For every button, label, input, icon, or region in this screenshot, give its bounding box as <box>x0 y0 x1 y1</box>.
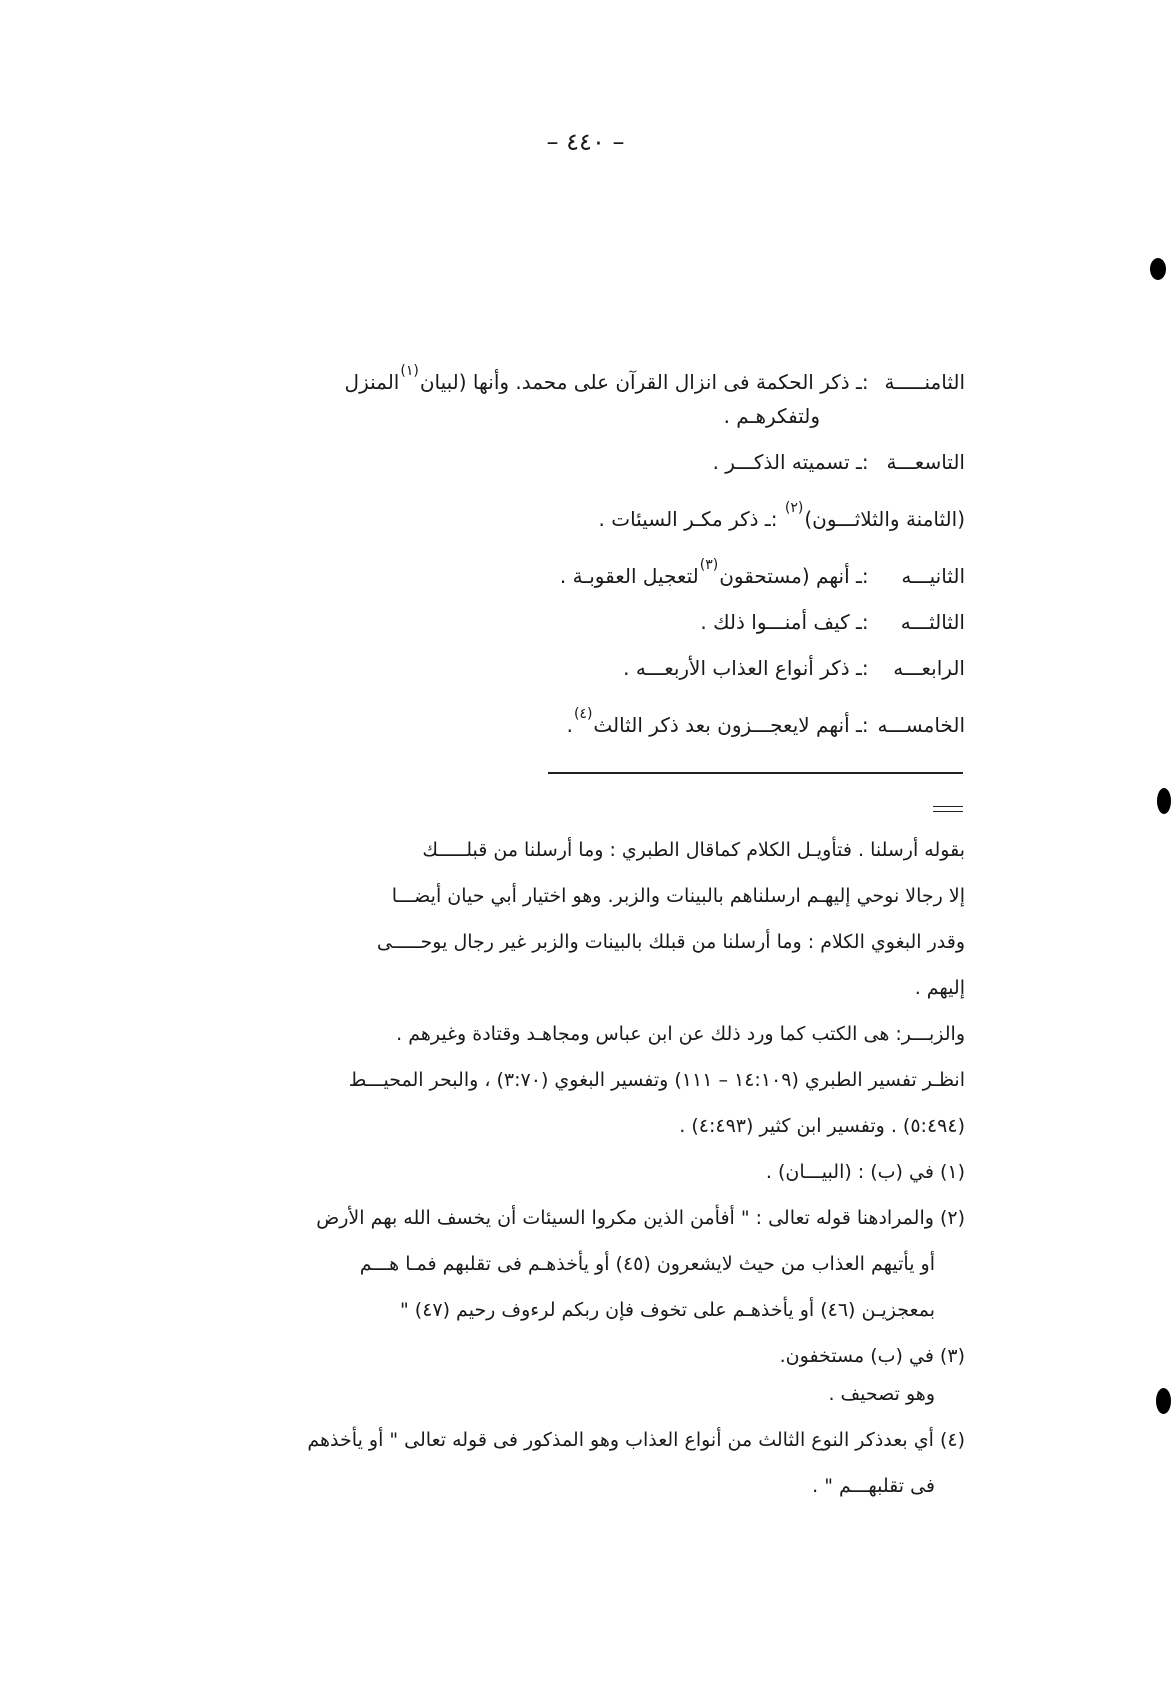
footnote-3-cont: وهو تصحيف . <box>828 1383 935 1405</box>
line-text: ولتفكرهـم . <box>723 404 820 428</box>
footnote-marker: (٣) <box>699 557 719 573</box>
line-label: الخامســـه <box>877 713 965 737</box>
main-line <box>130 698 965 742</box>
footnote-separator-rule <box>548 772 963 774</box>
line-text: :ـ أنهم لايعجـــزون بعد ذكر الثالث <box>593 713 869 737</box>
footnote-2-cont: بمعجزيـن (٤٦) أو يأخذهـم على تخوف فإن ربكم لرءوف رحيم (٤٧) " <box>399 1299 935 1321</box>
double-rule-bottom <box>933 811 963 812</box>
double-rule-top <box>933 806 963 807</box>
footnote-marker: (٢) <box>784 500 804 516</box>
line-text: :ـ أنهم (مستحقون <box>719 564 869 588</box>
main-text-block <box>130 355 965 755</box>
main-line <box>130 549 965 593</box>
line-label: الثالثـــه <box>900 610 965 634</box>
main-line <box>130 492 965 536</box>
scan-punch-mark <box>1156 1388 1171 1414</box>
line-label: التاسعـــة <box>886 450 965 474</box>
footnote-2: (٢) والمرادهنا قوله تعالى : " أفأمن الذين مكروا السيئات أن يخسف الله بهم الأرض <box>316 1207 965 1229</box>
note-line: إليهم . <box>914 977 965 999</box>
note-line: إلا رجالا نوحي إليهـم ارسلناهم بالبينات والزبر. وهو اختيار أبي حيان أيضـــا <box>391 885 965 907</box>
note-line: انظـر تفسير الطبري (١٤:١٠٩ – ١١١) وتفسير البغوي (٣:٧٠) ، والبحر المحيـــط <box>348 1069 965 1091</box>
line-label: الثامنـــــة <box>884 370 965 394</box>
line-text-after: المنزل <box>344 370 400 394</box>
line-text: :ـ ذكر أنواع العذاب الأربعـــه . <box>623 656 869 680</box>
footnote-marker: (٤) <box>573 706 593 722</box>
footnotes-block <box>80 835 965 1517</box>
line-text-after: . <box>566 713 573 737</box>
line-text-after: لتعجيل العقوبـة . <box>559 564 699 588</box>
scan-punch-mark <box>1157 788 1171 814</box>
note-line: وقدر البغوي الكلام : وما أرسلنا من قبلك بالبينات والزبر غير رجال يوحـــــى <box>376 931 965 953</box>
main-line <box>130 606 965 639</box>
line-text: :ـ تسميته الذكـــر . <box>712 450 869 474</box>
note-line: والزبـــر: هى الكتب كما ورد ذلك عن ابن عباس ومجاهـد وقتادة وغيرهم . <box>396 1023 965 1045</box>
line-label: الثانيـــه <box>901 564 965 588</box>
main-line <box>130 446 965 479</box>
line-label: الرابعـــه <box>893 656 965 680</box>
line-text: :ـ كيف أمنـــوا ذلك . <box>700 610 869 634</box>
footnote-2-cont: أو يأتيهم العذاب من حيث لايشعرون (٤٥) أو يأخذهـم فى تقلبهم فمـا هـــم <box>359 1253 935 1275</box>
footnote-4-cont: فى تقلبهـــم " . <box>812 1475 935 1497</box>
note-line: بقوله أرسلنا . فتأويـل الكلام كماقال الطبري : وما أرسلنا من قبلـــــك <box>422 839 965 861</box>
footnote-4: (٤) أي بعدذكر النوع الثالث من أنواع العذاب وهو المذكور فى قوله تعالى " أو يأخذهم <box>307 1429 965 1451</box>
line-label: (الثامنة والثلاثـــون) <box>804 507 965 531</box>
main-line <box>130 355 965 399</box>
scan-punch-mark <box>1150 258 1166 280</box>
footnote-3: (٣) في (ب) مستخفون. <box>779 1345 965 1367</box>
note-line: (٥:٤٩٤) . وتفسير ابن كثير (٤:٤٩٣) . <box>679 1115 965 1137</box>
main-line <box>130 652 965 685</box>
line-text: :ـ ذكر الحكمة فى انزال القرآن على محمد. وأنها (لبيان <box>419 370 869 394</box>
page-number: – ٤٤٠ – <box>546 128 625 156</box>
main-line <box>130 400 965 433</box>
line-text: :ـ ذكر مكـر السيئات . <box>598 507 778 531</box>
footnote-1: (١) في (ب) : (البيـــان) . <box>765 1161 965 1183</box>
footnote-marker: (١) <box>400 363 419 379</box>
